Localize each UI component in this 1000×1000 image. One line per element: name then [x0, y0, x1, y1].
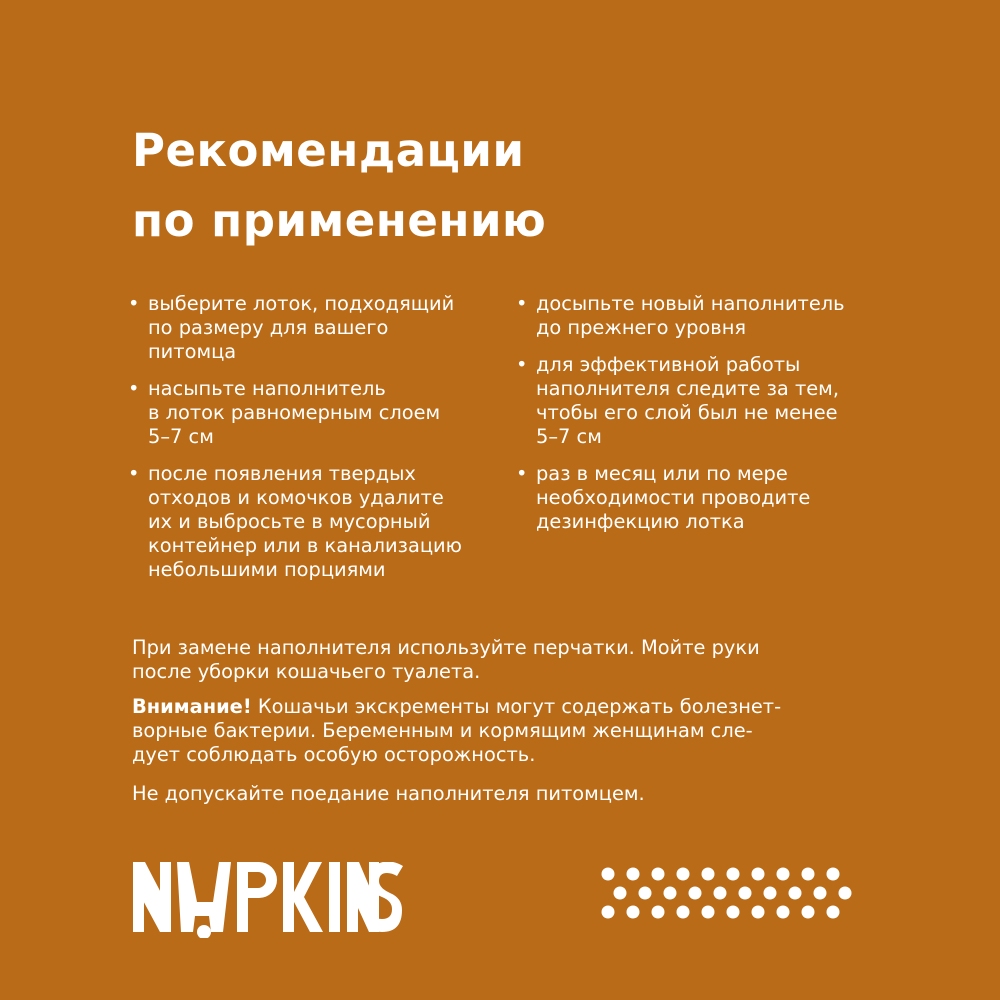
title-line-2: по применению	[132, 194, 547, 247]
instruction-line: 5–7 см	[536, 425, 602, 448]
bullet-icon: •	[516, 462, 528, 485]
dot	[627, 868, 640, 881]
instruction-item	[128, 377, 518, 449]
instruction-line: их и выбросьте в мусорный	[148, 510, 431, 533]
dot	[777, 868, 790, 881]
instruction-item	[516, 462, 896, 534]
bullet-icon: •	[516, 292, 528, 315]
dot	[702, 868, 715, 881]
instruction-line: небольшими порциями	[148, 558, 386, 581]
dot	[827, 906, 840, 919]
instruction-item	[516, 292, 896, 340]
note-line: дует соблюдать особую осторожность.	[132, 743, 536, 766]
dot	[764, 887, 777, 900]
instruction-line: насыпьте наполнитель	[148, 377, 386, 400]
note-line: ворные бактерии. Беременным и кормящим женщинам сле-	[132, 719, 753, 742]
dot	[652, 868, 665, 881]
dot	[602, 906, 615, 919]
instruction-item	[128, 462, 518, 582]
instruction-line: до прежнего уровня	[536, 316, 747, 339]
dot	[689, 887, 702, 900]
instructions-right-column	[516, 292, 896, 547]
instruction-line: чтобы его слой был не менее	[536, 401, 838, 424]
warning-label: Внимание!	[132, 695, 252, 718]
dot	[802, 868, 815, 881]
dot	[602, 868, 615, 881]
instruction-item	[516, 353, 896, 449]
instruction-line: по размеру для вашего	[148, 316, 389, 339]
eating-note	[132, 782, 892, 806]
bullet-icon: •	[128, 377, 140, 400]
dot	[727, 906, 740, 919]
instruction-line: дезинфекцию лотка	[536, 510, 745, 533]
dot	[752, 868, 765, 881]
dot	[789, 887, 802, 900]
dot	[827, 868, 840, 881]
dot	[839, 887, 852, 900]
dot	[677, 868, 690, 881]
instruction-line: в лоток равномерным слоем	[148, 401, 441, 424]
dot	[727, 868, 740, 881]
dot	[702, 906, 715, 919]
bullet-icon: •	[516, 353, 528, 376]
note-line: Не допускайте поедание наполнителя питомцем.	[132, 782, 645, 805]
dot	[814, 887, 827, 900]
instruction-line: контейнер или в канализацию	[148, 534, 462, 557]
warning-note	[132, 695, 892, 767]
dot	[627, 906, 640, 919]
dot	[752, 906, 765, 919]
instruction-line: досыпьте новый наполнитель	[536, 292, 845, 315]
page-title	[132, 116, 892, 256]
note-line	[132, 695, 892, 719]
dot	[639, 887, 652, 900]
napkins-logo	[133, 862, 409, 938]
instruction-line: для эффективной работы	[536, 353, 801, 376]
title-line-1: Рекомендации	[132, 124, 525, 177]
dot	[652, 906, 665, 919]
instructions-left-column	[128, 292, 518, 595]
dot	[714, 887, 727, 900]
dot	[614, 887, 627, 900]
note-line: после уборки кошачьего туалета.	[132, 660, 481, 683]
instruction-line: выберите лоток, подходящий	[148, 292, 455, 315]
dot	[739, 887, 752, 900]
instruction-line: 5–7 см	[148, 425, 214, 448]
instruction-line: питомца	[148, 340, 237, 363]
note-line: При замене наполнителя используйте перчатки. Мойте руки	[132, 636, 760, 659]
dot	[677, 906, 690, 919]
warning-text: Кошачьи экскременты могут содержать болезнет-	[251, 695, 782, 718]
bullet-icon: •	[128, 462, 140, 485]
instruction-line: после появления твердых	[148, 462, 416, 485]
instruction-item	[128, 292, 518, 364]
instruction-line: необходимости проводите	[536, 486, 811, 509]
gloves-note	[132, 636, 892, 684]
bullet-icon: •	[128, 292, 140, 315]
instruction-line: раз в месяц или по мере	[536, 462, 788, 485]
dot	[777, 906, 790, 919]
dot	[664, 887, 677, 900]
decorative-dots-icon	[600, 866, 870, 926]
instruction-line: наполнителя следите за тем,	[536, 377, 839, 400]
dot	[802, 906, 815, 919]
instruction-line: отходов и комочков удалите	[148, 486, 444, 509]
